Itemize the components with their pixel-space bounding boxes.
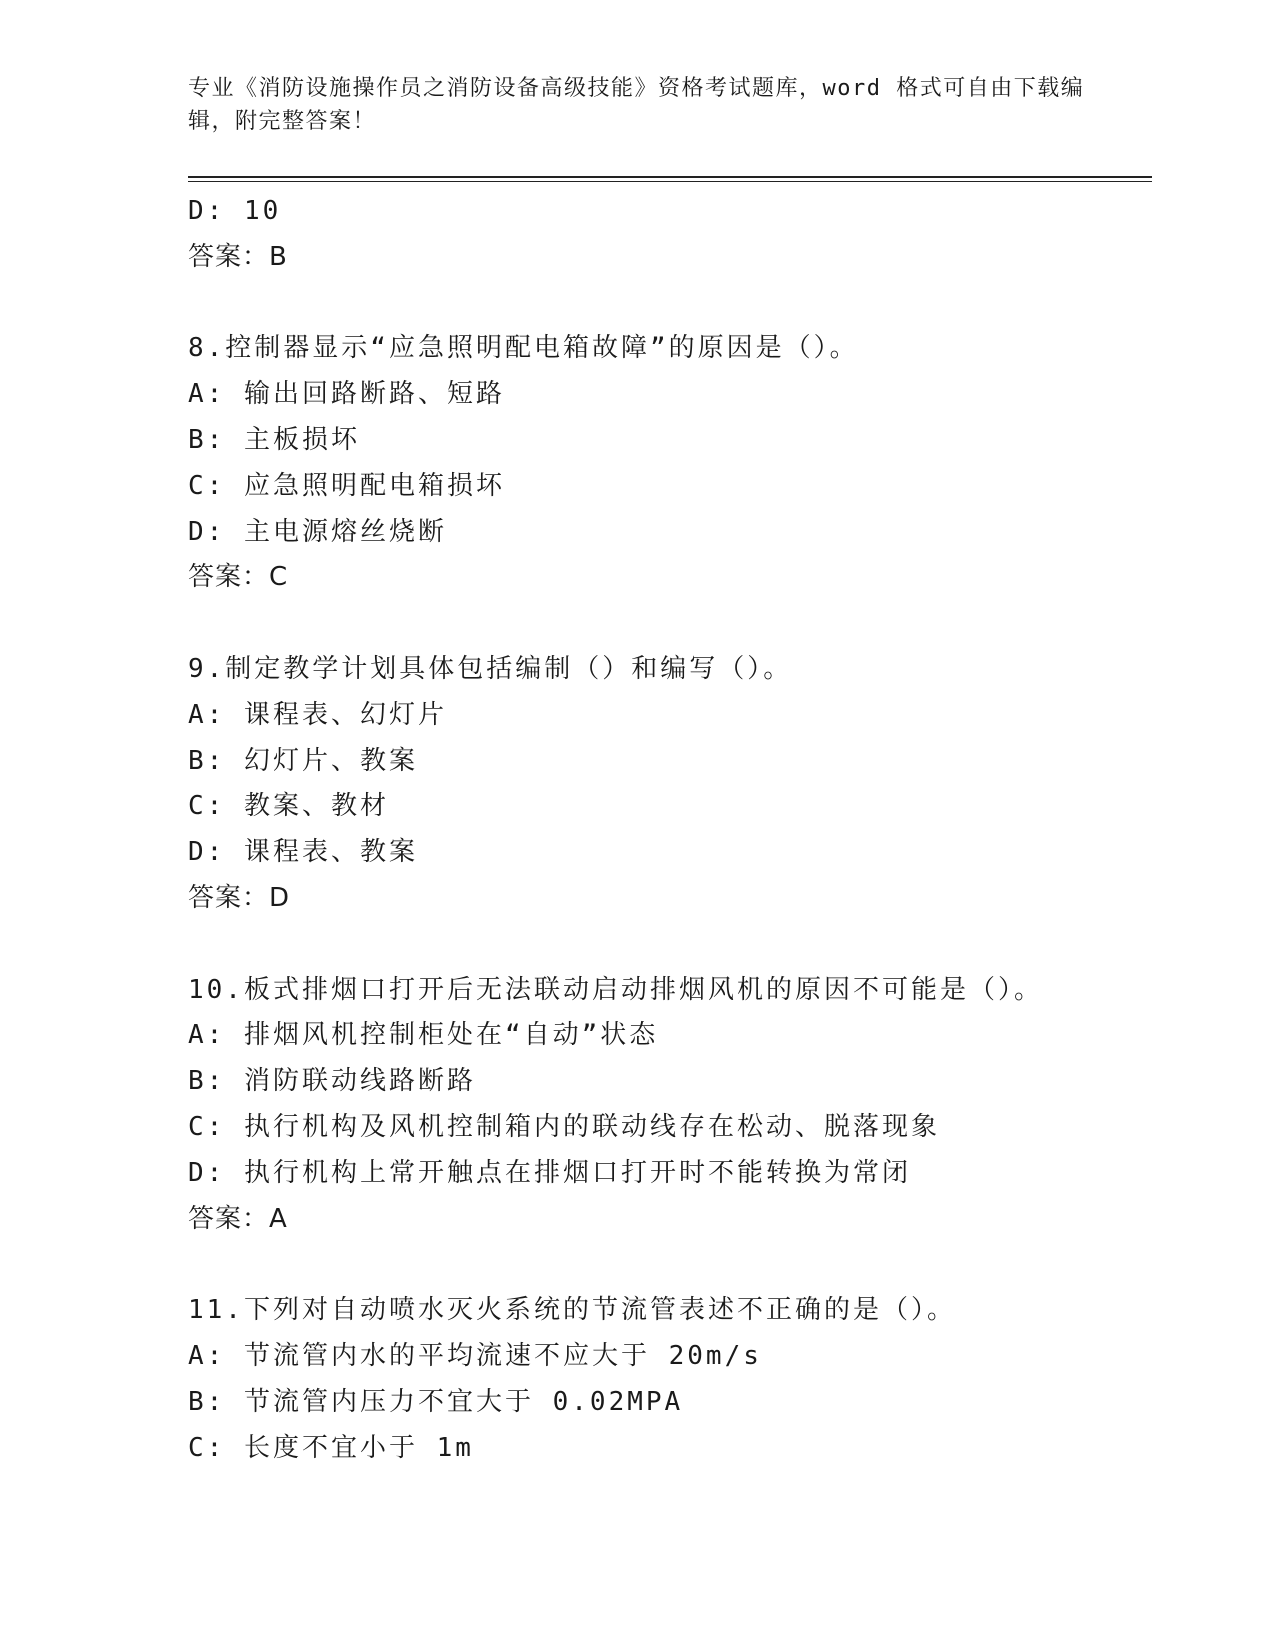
- question-list: [188, 189, 1148, 1471]
- option-d: D: 主电源熔丝烧断: [188, 516, 447, 547]
- question-stem: 11.下列对自动喷水灭火系统的节流管表述不正确的是（）。: [188, 1295, 956, 1326]
- prev-option-d: D: 10: [188, 196, 282, 226]
- question-stem: 9.制定教学计划具体包括编制（）和编写（）。: [188, 653, 793, 684]
- question-11: [188, 1288, 1148, 1471]
- option-a: A: 节流管内水的平均流速不应大于 20m/s: [188, 1340, 762, 1371]
- question-stem: 10.板式排烟口打开后无法联动启动排烟风机的原因不可能是（）。: [188, 974, 1043, 1005]
- question-9: [188, 647, 1148, 922]
- question-stem: 8.控制器显示“应急照明配电箱故障”的原因是（）。: [188, 333, 859, 364]
- option-b: B: 消防联动线路断路: [188, 1066, 476, 1097]
- question-10: [188, 968, 1148, 1243]
- question-8: [188, 326, 1148, 601]
- answer: 答案：D: [188, 882, 291, 913]
- option-c: C: 教案、教材: [188, 791, 389, 822]
- option-c: C: 执行机构及风机控制箱内的联动线存在松动、脱落现象: [188, 1111, 940, 1142]
- option-d: D: 课程表、教案: [188, 837, 418, 868]
- option-a: A: 排烟风机控制柜处在“自动”状态: [188, 1020, 659, 1051]
- prev-answer: 答案：B: [188, 241, 288, 272]
- option-a: A: 输出回路断路、短路: [188, 379, 505, 410]
- answer: 答案：C: [188, 562, 289, 593]
- option-a: A: 课程表、幻灯片: [188, 699, 447, 730]
- option-b: B: 节流管内压力不宜大于 0.02MPA: [188, 1386, 684, 1417]
- option-b: B: 主板损坏: [188, 424, 360, 455]
- spacer: [188, 601, 1148, 647]
- spacer: [188, 922, 1148, 968]
- option-c: C: 长度不宜小于 1m: [188, 1432, 474, 1463]
- answer: 答案：A: [188, 1203, 288, 1234]
- spacer: [188, 281, 1148, 327]
- header-rule-thick: [188, 176, 1152, 178]
- option-d: D: 执行机构上常开触点在排烟口打开时不能转换为常闭: [188, 1157, 911, 1188]
- spacer: [188, 1242, 1148, 1288]
- document-header: 专业《消防设施操作员之消防设备高级技能》资格考试题库，word 格式可自由下载编辑，附完整答案！: [188, 76, 1085, 134]
- header-rule-thin: [188, 181, 1152, 182]
- option-b: B: 幻灯片、教案: [188, 745, 418, 776]
- option-c: C: 应急照明配电箱损坏: [188, 470, 505, 501]
